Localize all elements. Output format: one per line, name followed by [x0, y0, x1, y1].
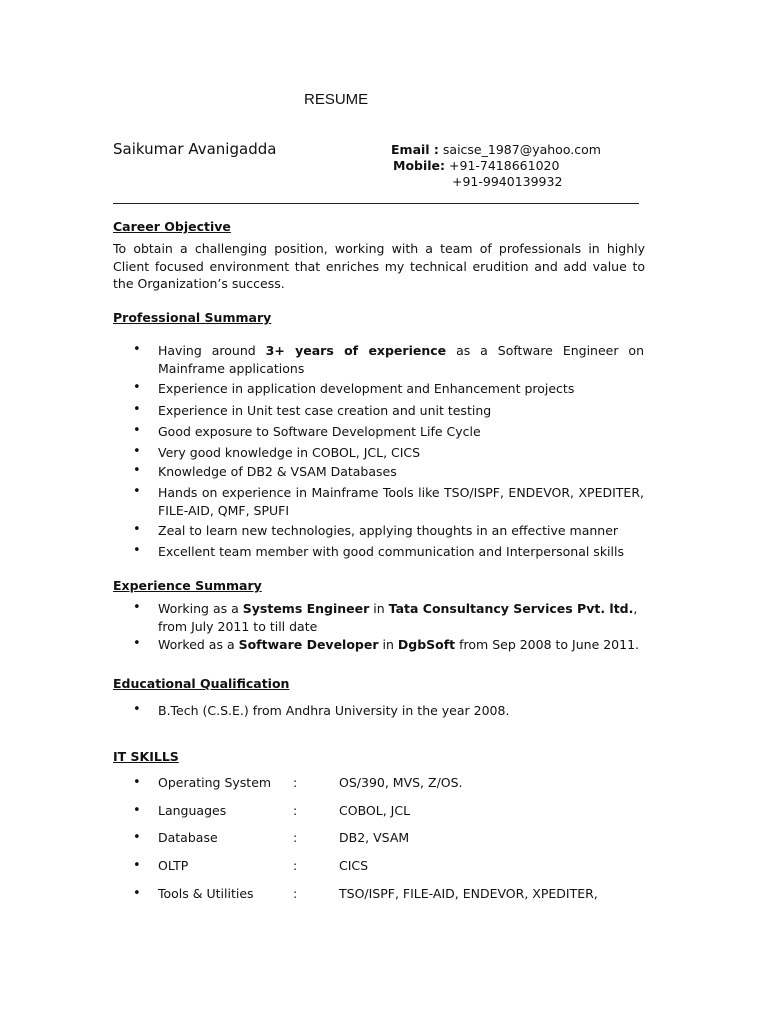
skill-colon: :: [293, 858, 298, 873]
career-objective-heading: Career Objective: [113, 219, 231, 234]
bullet-icon: •: [133, 522, 141, 537]
skill-colon: :: [293, 886, 298, 901]
professional-summary-heading: Professional Summary: [113, 310, 272, 325]
page-title: RESUME: [304, 91, 369, 108]
bullet-icon: •: [133, 402, 141, 417]
list-item: Zeal to learn new technologies, applying thoughts in an effective manner: [158, 523, 619, 538]
bullet-icon: •: [133, 484, 141, 499]
education-heading: Educational Qualification: [113, 676, 290, 691]
skill-colon: :: [293, 775, 298, 790]
skill-value: DB2, VSAM: [339, 830, 410, 845]
skill-value: OS/390, MVS, Z/OS.: [339, 775, 463, 790]
bullet-icon: •: [133, 636, 141, 651]
career-objective-text: To obtain a challenging position, working with a team of professionals in highly Client focused environment that enriches my technical erudition and add value to the Organization’s success.: [113, 241, 645, 291]
bullet-icon: •: [133, 886, 141, 901]
bullet-icon: •: [133, 444, 141, 459]
experience-summary-heading: Experience Summary: [113, 578, 262, 593]
it-skills-heading: IT SKILLS: [113, 749, 179, 764]
bullet-icon: •: [133, 858, 141, 873]
email-value: saicse_1987@yahoo.com: [442, 142, 601, 157]
education-item: B.Tech (C.S.E.) from Andhra University in the year 2008.: [158, 703, 510, 718]
bullet-icon: •: [133, 775, 141, 790]
email-label: Email :: [391, 142, 439, 157]
bullet-icon: •: [133, 543, 141, 558]
experience-item-tcs: Working as a Systems Engineer in Tata Consultancy Services Pvt. ltd., from July 2011 to till date: [158, 601, 638, 634]
bullet-icon: •: [133, 423, 141, 438]
bullet-icon: •: [133, 702, 141, 717]
bullet-icon: •: [133, 380, 141, 395]
mobile-line: [393, 158, 559, 173]
skill-colon: :: [293, 803, 298, 818]
list-item: Hands on experience in Mainframe Tools like TSO/ISPF, ENDEVOR, XPEDITER, FILE-AID, QMF, SPUFI: [158, 485, 644, 518]
list-item: Excellent team member with good communication and Interpersonal skills: [158, 544, 624, 559]
bullet-icon: •: [133, 830, 141, 845]
skill-value: TSO/ISPF, FILE-AID, ENDEVOR, XPEDITER,: [339, 886, 598, 901]
skill-label: Languages: [158, 803, 227, 818]
list-item: Good exposure to Software Development Life Cycle: [158, 424, 481, 439]
candidate-name: Saikumar Avanigadda: [113, 140, 277, 158]
list-item: Having around 3+ years of experience as a Software Engineer on Mainframe applications: [158, 343, 644, 376]
skill-value: CICS: [339, 858, 369, 873]
header-divider: [113, 203, 639, 204]
bullet-icon: •: [133, 803, 141, 818]
bullet-icon: •: [133, 600, 141, 615]
skill-label: Database: [158, 830, 218, 845]
skill-label: Operating System: [158, 775, 272, 790]
email-line: [391, 142, 601, 157]
list-item: Knowledge of DB2 & VSAM Databases: [158, 464, 397, 479]
skill-colon: :: [293, 830, 298, 845]
mobile-value-2: +91-9940139932: [452, 174, 563, 189]
bullet-icon: •: [133, 463, 141, 478]
skill-label: OLTP: [158, 858, 189, 873]
skill-value: COBOL, JCL: [339, 803, 411, 818]
list-item: Experience in Unit test case creation and unit testing: [158, 403, 492, 418]
experience-item-dgbsoft: Worked as a Software Developer in DgbSoft from Sep 2008 to June 2011.: [158, 637, 640, 652]
mobile-value-1: +91-7418661020: [449, 158, 560, 173]
bullet-icon: •: [133, 342, 141, 357]
list-item: Very good knowledge in COBOL, JCL, CICS: [158, 445, 421, 460]
skill-label: Tools & Utilities: [158, 886, 254, 901]
mobile-label: Mobile:: [393, 158, 446, 173]
list-item: Experience in application development and Enhancement projects: [158, 381, 575, 396]
